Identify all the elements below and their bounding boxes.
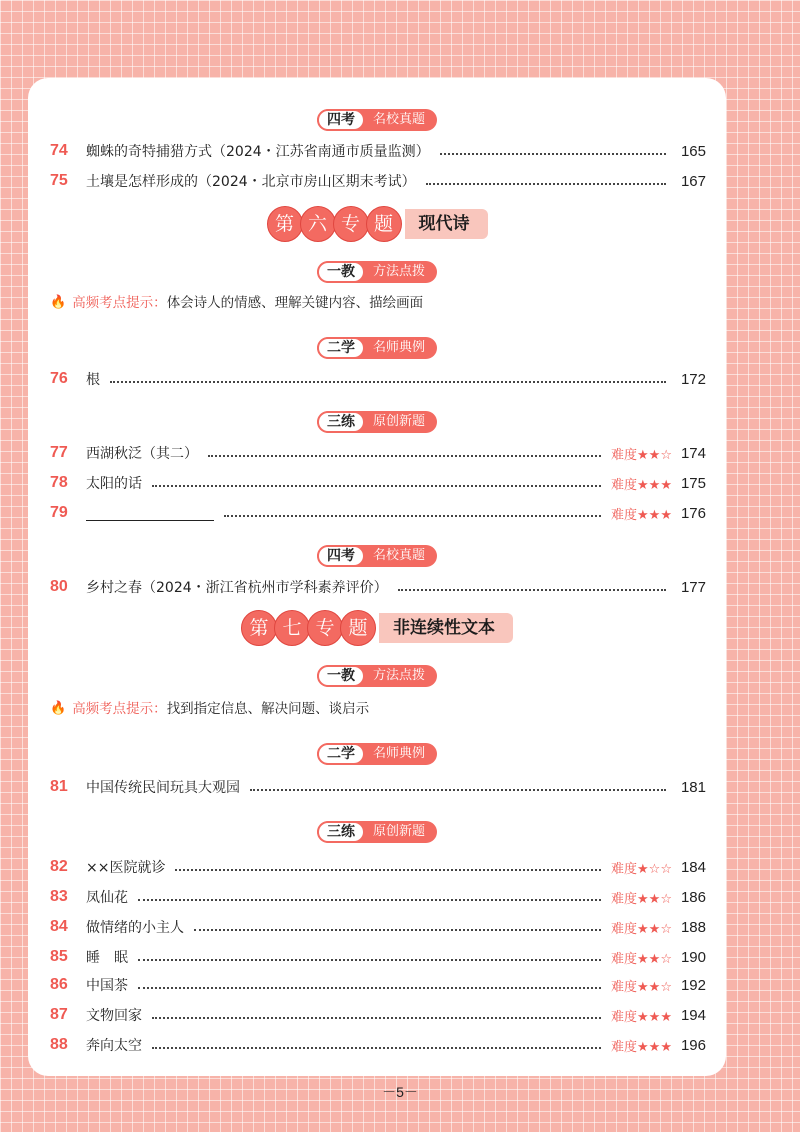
difficulty-rating: 难度★★★ [611, 1039, 672, 1055]
leader-dots [426, 183, 666, 185]
toc-entry-81[interactable]: 81 中国传统民间玩具大观园 181 [50, 778, 706, 796]
frequent-point-tip-7: 🔥 高频考点提示： 找到指定信息、解决问题、谈启示 [50, 698, 369, 720]
leader-dots [110, 381, 666, 383]
blank-title-line [86, 506, 214, 521]
flame-icon: 🔥 [50, 701, 67, 716]
difficulty-rating: 难度★★☆ [611, 951, 672, 967]
leader-dots [194, 929, 601, 931]
toc-entry-75[interactable]: 75 土壤是怎样形成的（2024・北京市房山区期末考试） 167 [50, 172, 706, 190]
toc-entry-86[interactable]: 86 中国茶 难度★★☆ 192 [50, 976, 706, 995]
toc-entry-84[interactable]: 84 做情绪的小主人 难度★★☆ 188 [50, 918, 706, 937]
toc-card [28, 78, 726, 1076]
section-teach-header: 一教 方法点拨 [28, 260, 726, 282]
leader-dots [224, 515, 601, 517]
difficulty-rating: 难度★★☆ [611, 921, 672, 937]
toc-entry-87[interactable]: 87 文物回家 难度★★★ 194 [50, 1006, 706, 1025]
leader-dots [440, 153, 666, 155]
leader-dots [208, 455, 601, 457]
topic-6-banner: 第 六 专 题 现代诗 [28, 206, 726, 242]
leader-dots [152, 485, 601, 487]
toc-entry-76[interactable]: 76 根 172 [50, 370, 706, 388]
frequent-point-tip: 🔥 高频考点提示： 体会诗人的情感、理解关键内容、描绘画面 [50, 292, 423, 314]
leader-dots [152, 1047, 601, 1049]
difficulty-rating: 难度★★★ [611, 1009, 672, 1025]
leader-dots [152, 1017, 601, 1019]
section-teach-header-7: 一教 方法点拨 [28, 664, 726, 686]
section-learn-header-7: 二学 名师典例 [28, 742, 726, 764]
difficulty-rating: 难度★★★ [611, 507, 672, 523]
leader-dots [175, 869, 601, 871]
section-exam-header: 四考 名校真题 [28, 108, 726, 130]
leader-dots [138, 959, 601, 961]
topic-6-name: 现代诗 [405, 209, 488, 239]
difficulty-rating: 难度★☆☆ [611, 861, 672, 877]
toc-entry-88[interactable]: 88 奔向太空 难度★★★ 196 [50, 1036, 706, 1055]
toc-entry-80[interactable]: 80 乡村之春（2024・浙江省杭州市学科素养评价） 177 [50, 578, 706, 596]
section-practice-header: 三练 原创新题 [28, 410, 726, 432]
toc-entry-78[interactable]: 78 太阳的话 难度★★★ 175 [50, 474, 706, 493]
section-practice-header-7: 三练 原创新题 [28, 820, 726, 842]
topic-7-banner: 第 七 专 题 非连续性文本 [28, 610, 726, 646]
difficulty-rating: 难度★★☆ [611, 447, 672, 463]
toc-entry-83[interactable]: 83 凤仙花 难度★★☆ 186 [50, 888, 706, 907]
leader-dots [250, 789, 666, 791]
difficulty-rating: 难度★★★ [611, 477, 672, 493]
toc-entry-77[interactable]: 77 西湖秋泛（其二） 难度★★☆ 174 [50, 444, 706, 463]
toc-entry-79[interactable]: 79 难度★★★ 176 [50, 504, 706, 523]
section-learn-header: 二学 名师典例 [28, 336, 726, 358]
toc-entry-74[interactable]: 74 蜘蛛的奇特捕猎方式（2024・江苏省南通市质量监测） 165 [50, 142, 706, 160]
topic-7-name: 非连续性文本 [379, 613, 513, 643]
leader-dots [138, 899, 601, 901]
difficulty-rating: 难度★★☆ [611, 891, 672, 907]
leader-dots [398, 589, 666, 591]
page-number: －5－ [382, 1084, 418, 1100]
section-exam-header-6: 四考 名校真题 [28, 544, 726, 566]
difficulty-rating: 难度★★☆ [611, 979, 672, 995]
toc-entry-82[interactable]: 82 ××医院就诊 难度★☆☆ 184 [50, 858, 706, 877]
leader-dots [138, 987, 601, 989]
flame-icon: 🔥 [50, 295, 67, 310]
toc-entry-85[interactable]: 85 睡 眠 难度★★☆ 190 [50, 948, 706, 967]
